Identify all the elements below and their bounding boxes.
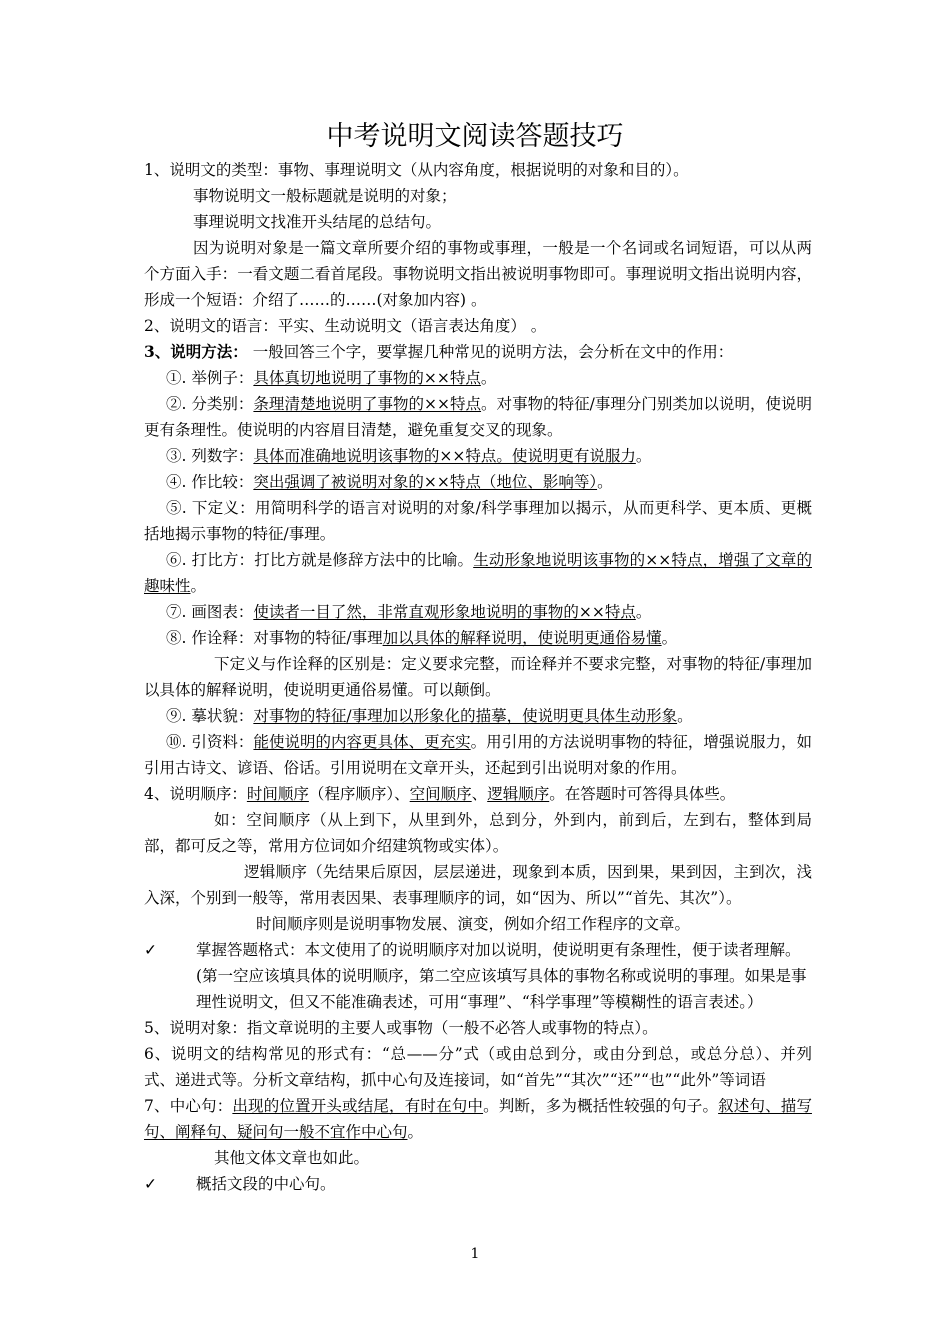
text: 。 [480, 369, 497, 387]
text: 、 [471, 785, 488, 803]
underlined-text: 条理清楚地说明了事物的××特点 [253, 395, 482, 413]
check-icon: ✓ [144, 1175, 157, 1193]
text: 。 [661, 629, 678, 647]
underlined-text: 逻辑顺序 [487, 785, 550, 803]
text: 。 [677, 707, 693, 725]
text: （程序顺序）、 [308, 785, 410, 803]
text: 。 [190, 577, 207, 595]
text: 。用引用的方法说明事物的特征，增强说服力，如引用古诗文、谚语、俗话。引用说明在文章开头，还起到引出说明对象的作用。 [144, 733, 812, 777]
section-3-intro: 一般回答三个字，要掌握几种常见的说明方法，会分析在文中的作用： [247, 343, 734, 361]
section-1-heading: 1、说明文的类型：事物、事理说明文（从内容角度，根据说明的对象和目的）。 [144, 161, 689, 179]
method-label: ⑩. 引资料： [166, 733, 254, 751]
text: 。在答题时可答得具体些。 [549, 785, 736, 803]
method-7 [144, 599, 812, 625]
text: 。 [635, 447, 652, 465]
underlined-text: 具体真切地说明了事物的××特点 [253, 369, 481, 387]
method-1 [144, 365, 812, 391]
method-label: ②. 分类别： [166, 395, 254, 413]
underlined-text: 空间顺序 [409, 785, 472, 803]
underlined-text: 叙述句、描写句、阐释句、疑问句一般不宜作中心句 [144, 1097, 812, 1141]
section-4-heading [144, 781, 812, 807]
underlined-text: 使读者一目了然，非常直观形象地说明的事物的××特点 [253, 603, 636, 621]
logic-order-example: 逻辑顺序（先结果后原因，层层递进，现象到本质，因到果，果到因，主到次，浅入深，个别到一般等，常用表因果、表事理顺序的词，如“因为、所以”“首先、其次”）。 [144, 863, 812, 907]
underlined-text: 能使说明的内容更具体、更充实 [253, 733, 471, 751]
method-label: ⑧. 作诠释：对事物的特征/事理 [166, 629, 383, 647]
method-8 [144, 625, 812, 651]
method-6 [144, 547, 812, 599]
method-label: ③. 列数字： [166, 447, 254, 465]
method-label: ⑨. 摹状貌： [166, 707, 254, 725]
space-order-example: 如：空间顺序（从上到下，从里到外，总到分，外到内，前到后，左到右，整体到局部，都可反之等，常用方位词如介绍建筑物或实体）。 [144, 811, 812, 855]
underlined-text: 对事物的特征/事理加以形象化的描摹，使说明更具体生动形象 [253, 707, 678, 725]
underlined-text: 加以具体的解释说明，使说明更通俗易懂 [382, 629, 662, 647]
text: 。 [597, 473, 613, 491]
paragraph: 事理说明文找准开头结尾的总结句。 [193, 213, 442, 231]
text: 4、说明顺序： [144, 785, 247, 803]
checklist-item [144, 937, 812, 1015]
text: 。对事物的特征/事理分门别类加以说明，使说明更有条理性。使说明的内容眉目清楚，避免重复交叉的现象。 [144, 395, 812, 439]
section-2-heading: 2、说明文的语言：平实、生动说明文（语言表达角度） 。 [144, 317, 547, 335]
underlined-text: 时间顺序 [246, 785, 309, 803]
underlined-text: 出现的位置开头或结尾，有时在句中 [232, 1097, 484, 1115]
text: 。判断，多为概括性较强的句子。 [483, 1097, 719, 1115]
check-icon: ✓ [144, 941, 157, 959]
method-9 [144, 703, 812, 729]
text: 7、中心句： [144, 1097, 233, 1115]
method-3 [144, 443, 812, 469]
method-label: ⑦. 画图表： [166, 603, 254, 621]
document-body [144, 157, 812, 1197]
checklist-text: 概括文段的中心句。 [196, 1175, 336, 1193]
definition-vs-explanation: 下定义与作诠释的区别是：定义要求完整，而诠释并不要求完整，对事物的特征/事理加以具体的解释说明，使说明更通俗易懂。可以颠倒。 [144, 655, 812, 699]
section-6-heading: 6、说明文的结构常见的形式有：“总——分”式（或由总到分，或由分到总，或总分总）、并列式、递进式等。分析文章结构，抓中心句及连接词，如“首先”“其次”“还”“也”“此外”等词语 [144, 1045, 812, 1089]
checklist-text: 掌握答题格式：本文使用了的说明顺序对加以说明，使说明更有条理性，便于读者理解。(第一空应该填具体的说明顺序，第二空应该填写具体的事物名称或说明的事理。如果是事理性说明文，但又不能准确表述，可用“事理”、“科学事理”等模糊性的语言表述。） [196, 941, 807, 1011]
method-4 [144, 469, 812, 495]
method-label: ④. 作比较： [166, 473, 254, 491]
paragraph: 因为说明对象是一篇文章所要介绍的事物或事理，一般是一个名词或名词短语，可以从两个方面入手：一看文题二看首尾段。事物说明文指出被说明事物即可。事理说明文指出说明内容，形成一个短语：介绍了……的……(对象加内容) 。 [144, 239, 812, 309]
page-number: 1 [470, 1246, 480, 1262]
time-order-example: 时间顺序则是说明事物发展、演变，例如介绍工作程序的文章。 [256, 915, 691, 933]
checklist-item [144, 1171, 812, 1197]
section-3-heading [144, 339, 812, 365]
method-10 [144, 729, 812, 781]
method-2 [144, 391, 812, 443]
underlined-text: 生动形象地说明该事物的××特点，增强了文章的趣味性 [144, 551, 812, 595]
method-5: ⑤. 下定义：用简明科学的语言对说明的对象/科学事理加以揭示，从而更科学、更本质、更概括地揭示事物的特征/事理。 [144, 499, 812, 543]
text: 。 [407, 1123, 424, 1141]
underlined-text: 具体而准确地说明该事物的××特点。使说明更有说服力 [253, 447, 636, 465]
method-label: ⑥. 打比方：打比方就是修辞方法中的比喻。 [166, 551, 474, 569]
text: 。 [635, 603, 652, 621]
paragraph: 事物说明文一般标题就是说明的对象； [193, 187, 457, 205]
section-7-heading [144, 1093, 812, 1145]
page-title: 中考说明文阅读答题技巧 [326, 121, 624, 152]
paragraph: 其他文体文章也如此。 [214, 1149, 370, 1167]
method-label: ①. 举例子： [166, 369, 254, 387]
section-5-heading: 5、说明对象：指文章说明的主要人或事物（一般不必答人或事物的特点）。 [144, 1019, 658, 1037]
section-3-label: 3、说明方法： [144, 342, 248, 361]
underlined-text: 突出强调了被说明对象的××特点（地位、影响等） [253, 473, 598, 491]
